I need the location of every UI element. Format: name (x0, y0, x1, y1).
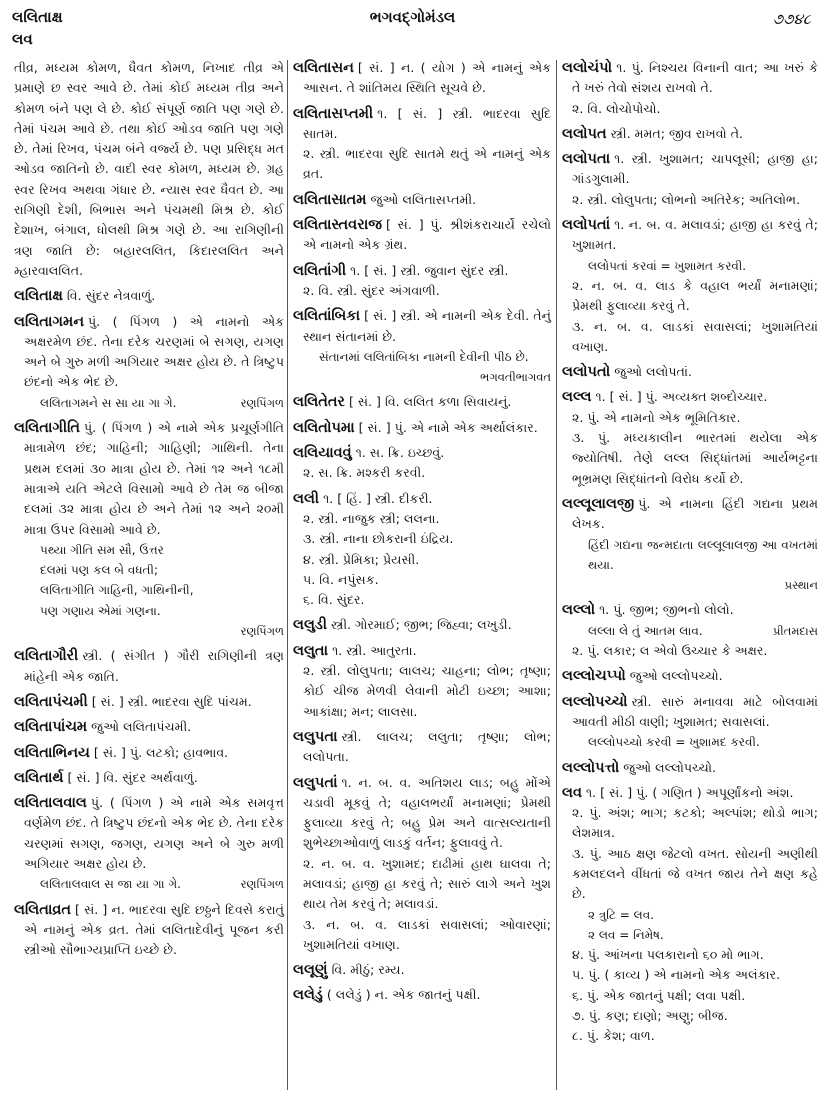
dictionary-entry (293, 773, 551, 956)
headword: લલિતોપમા (293, 419, 355, 436)
entry-definition (562, 666, 818, 686)
definition-text: ૧. ન. બ. વ. અતિશય લાડ; બહુ મોંએ ચડાવી મૂકવું તે; વહાલભર્યાં મનામણાં; પ્રેમથી ફુલાવ્યા કરવું તે; બહુ પ્રેમ અને વાત્સલ્યતાની શુભેચ્છાઓવાળું લાડકું વર્તન; ફુલાવવું તે. (303, 774, 551, 851)
citation-source: પ્રસ્થાન (784, 578, 818, 593)
definition-text: ૧. [ હિં. ] સ્ત્રી. દીકરી. (323, 490, 433, 506)
dictionary-entry (562, 494, 818, 595)
definition-text: ૧. ન. બ. વ. મલાવડાં; હાજી હા કરવું તે; ખુશામત. (572, 217, 818, 253)
definition-text: પું. ( પિંગળ ) એ નામનો એક અક્ષરમેળ છંદ. તેના દરેક ચરણમાં બે સગણ, યગણ અને બે ગુરુ મળી અગિયાર અક્ષર હોય છે. તે ત્રિષ્ટુપ છંદનો એક ભેદ છે. (24, 313, 284, 390)
dictionary-entry (562, 58, 818, 119)
sense-definition: ૨. પું. અંશ; ભાગ; કટકો; અલ્પાંશ; થોડો ભાગ; લેશમાત્ર. (572, 805, 818, 841)
dictionary-entry (562, 387, 818, 488)
sense-definition: ૮. પું. કેશ; વાળ. (572, 1028, 655, 1044)
sense-definition: ૨. પું. લકાર; લ એવો ઉચ્ચાર કે અક્ષર. (572, 643, 768, 659)
citation-source: રણપિંગળ (240, 877, 284, 892)
headword: લલિતાસ્તવરાજ (293, 217, 382, 234)
entry-definition (14, 692, 284, 712)
definition-text: તીવ્ર, મધ્યમ કોમળ, ધૈવત કોમળ, નિખાદ તીવ્ર એ પ્રમાણે છ સ્વર આવે છે. તેમાં કોઈ મધ્યમ તીવ્ર અને કોમળ બંને પણ લે છે. કોઈ સંપૂર્ણ જાતિ પણ ગણે છે. તેમાં પંચમ આવે છે. તથા કોઈ ઓડવ જાતિ પણ ગણે છે. તેમાં રિખવ, પંચમ બંને વર્જ્ય છે. પણ પ્રસિદ્ધ મત ઓડવ જાતિનો છે. વાદી સ્વર કોમળ, મધ્યમ છે. ગ્રહ સ્વર રિખવ અથવા ગંધાર છે. ન્યાસ સ્વર ધૈવત છે. આ રાગિણી દેશી, બિભાસ અને પંચમથી મિશ્ર છે. કોઈ દેશાખ, બંગાલ, ધોલથી મિશ્ર ગણે છે. આ રાગિણીની ત્રણ જાતિ છે: બહારલલિત, કિદારલલિત અને મ્હારવાલલિત. (14, 60, 284, 278)
entry-definition (562, 362, 818, 382)
dictionary-entry (293, 727, 551, 768)
entry-definition (293, 261, 551, 281)
headword: લલોપતો (562, 364, 611, 381)
headword: લલિતાર્થ (14, 769, 64, 786)
headword: લલૂણું (293, 962, 328, 979)
definition-text: [ સં. ] પું. શ્રીશંકરાચાર્યે રચેલો એ નામનો એક ગ્રંથ. (303, 217, 551, 253)
citation-line: લલોપતાં કરવાં = ખુશામત કરવી. (588, 258, 747, 273)
definition-text: પું. ( પિંગળ ) એ નામે એક સમવૃત્ત વર્ણમેળ છંદ. તે ત્રિષ્ટુપ છંદનો એક ભેદ છે. તેના દરેક ચરણમાં સગણ, જગણ, યગણ અને બે ગુરુ મળી અગિયાર અક્ષર હોય છે. (24, 795, 284, 871)
sense-definition: ૪. સ્ત્રી. પ્રેમિકા; પ્રેયસી. (303, 551, 420, 567)
entry-definition (562, 387, 818, 407)
definition-text: [ સં. ] ન. ( યોગ ) એ નામનું એક આસન. તે શાંતિમય સ્થિતિ સૂચવે છે. (303, 60, 551, 96)
headword: લલિતાપાંચમ (14, 719, 88, 736)
definition-text: ૧. સ્ત્રી. ખુશામત; ચાપલૂસી; હાજી હા; ગાંડગુલામી. (572, 151, 818, 187)
definition-text: [ સં. ] પું. લટકો; હાવભાવ. (93, 744, 229, 760)
citation-source: રણપિંગળ (240, 624, 284, 639)
column-divider (287, 60, 288, 1090)
entry-definition (562, 124, 818, 144)
citation-line: ૨ લવ = નિમેષ. (588, 927, 664, 942)
entry-definition (293, 104, 551, 145)
definition-text: [ સં. ] સ્ત્રી. એ નામની એક દેવી. તેનું સ્થાન સંતાનમાં છે. (303, 308, 551, 344)
headword: લલુતા (293, 642, 329, 659)
dictionary-entry (562, 215, 818, 357)
headword: લલ્લો (562, 602, 596, 619)
dictionary-entry (562, 783, 818, 1047)
entry-definition (562, 494, 818, 535)
entry-definition (293, 960, 551, 980)
entry-definition (14, 312, 284, 393)
definition-text: [ સં. ] પું. એ નામે એક અર્થાલંકાર. (358, 419, 538, 435)
headword: લલિતાપંચમી (14, 693, 88, 710)
definition-text: ૧. [ સં. ] પું. અવ્યક્ત શબ્દોચ્ચાર. (595, 389, 768, 405)
dictionary-entry (293, 58, 551, 99)
dictionary-entry (293, 641, 551, 722)
headword: લલિતાગીતિ (14, 420, 80, 437)
headword: લલિતેતર (293, 394, 345, 411)
definition-text: જુઓ લલોપતાં. (614, 364, 692, 380)
headword: લલી (293, 490, 320, 507)
sense-definition: ૨. સ્ત્રી. ભાદરવા સુદિ સાતમે થતું એ નામનું એક વ્રત. (303, 146, 551, 182)
dictionary-entry (14, 58, 284, 281)
sense-definition: ૨. ન. બ. વ. ખુશામદ; દાઢીમાં હાથ ઘાલવા તે; મલાવડાં; હાજી હા કરવું તે; સારું લાગે અને ખુશ થાય તેમ કરવું તે; મલાવડાં. (303, 855, 551, 912)
sense-definition: ૩. પું. મધ્યકાલીન ભારતમાં થયેલા એક જ્યોતિષી. તેણે લલ્લ સિદ્ધાંતમાં આર્યભટ્ટના ભૂભ્રમણ સિદ્ધાંતનો વિરોધ કર્યો છે. (572, 430, 818, 486)
sense-definition: ૨. સ્ત્રી. લોલુપતા; લોભનો અતિરેક; અતિલોભ. (572, 191, 801, 207)
headword: લલિતાંગી (293, 262, 347, 279)
citation-text: લલ્લા લે તું આતમ લાવ. (588, 623, 703, 638)
entry-definition (293, 489, 551, 509)
dictionary-entry (14, 717, 284, 737)
headword: લવ (562, 784, 582, 801)
headword: લલિતાસન (293, 60, 354, 76)
citation-line: ૨ ત્રુટિ = લવ. (588, 907, 654, 922)
definition-text: સ્ત્રી. સારું મનાવવા માટે બોલવામાં આવતી મીઠી વાણી; ખુશામત; સવાસલાં. (572, 693, 818, 729)
entry-definition (293, 392, 551, 412)
headword: લલિતાગમન (14, 313, 84, 330)
dictionary-entry (293, 960, 551, 980)
citation-line: સંતાનમાં લલિતાંબિકા નામની દેવીની પીઠ છે. (319, 349, 529, 364)
sense-definition: ૫. પું. ( કાવ્ય ) એ નામનો એક અલંકાર. (572, 967, 781, 983)
entry-definition (293, 727, 551, 768)
entry-definition (293, 985, 551, 1005)
dictionary-entry (14, 312, 284, 413)
definition-text: ૧. પું. નિશ્ચય વિનાની વાત; આ ખરું કે તે ખરું તેવો સંશય રાખવો તે. (572, 60, 818, 96)
headword: લલોચંપો (562, 60, 613, 76)
definition-text: [ સં. ] સ્ત્રી. ભાદરવા સુદિ પાંચમ. (91, 693, 252, 709)
headword: લલોપતાં (562, 217, 611, 234)
dictionary-entry (562, 149, 818, 210)
entry-definition (562, 149, 818, 190)
dictionary-entry (293, 985, 551, 1005)
sense-definition: ૨. વિ. લોચોપોચો. (572, 100, 661, 116)
definition-text: ૧. [ સં. ] સ્ત્રી. જુવાન સુંદર સ્ત્રી. (350, 262, 509, 278)
sense-definition: ૩. ન. બ. વ. લાડકાં સવાસલાં; ઓવારણાં; ખુશામતિયાં વખાણ. (303, 916, 551, 952)
dictionary-entry (293, 443, 551, 484)
definition-text: ( લલેડું ) ન. એક જાતનું પક્ષી. (326, 987, 481, 1003)
definition-text: [ સં. ] ન. ભાદરવા સુદિ છઠ્ઠને દિવસે કરાતું એ નામનું એક વ્રત. તેમાં લલિતાદેવીનું પૂજન કરી સ્ત્રીઓ સૌભાગ્યપ્રાપ્તિ ઇચ્છે છે. (24, 901, 284, 958)
entry-definition (14, 418, 284, 540)
column-divider (556, 60, 557, 1090)
dictionary-entry (14, 418, 284, 641)
citation-source: ભગવતીભાગવત (480, 370, 551, 385)
entry-definition (293, 306, 551, 347)
sense-definition: ૩. પું. આઠ ક્ષણ જેટલો વખત. સોયની અણીથી કમલદલને વીંધતાં જે વખત જાય તેને ક્ષણ કહે છે. (572, 845, 818, 902)
column-3 (562, 58, 818, 1052)
citation-text: લલિતાલવાલ સ જા યા ગા ગે. (40, 877, 181, 892)
definition-text: ૧. [ સં. ] સ્ત્રી. ભાદરવા સુદિ સાતમ. (303, 105, 551, 141)
page-number: ૭૭૪૮ (772, 10, 811, 28)
entry-definition (562, 215, 818, 256)
sense-definition: ૨. વિ. સ્ત્રી. સુંદર અંગવાળી. (303, 282, 440, 298)
headword: લલુપતાં (293, 774, 338, 791)
entry-definition (293, 641, 551, 661)
sense-definition: ૨. સ્ત્રી. લોલુપતા; લાલચ; ચાહના; લોભ; તૃષ્ણા; કોઈ ચીજ મેળવી લેવાની મોટી ઇચ્છા; આશા; આકાંક્ષા; મન; લાલસા. (303, 663, 551, 719)
definition-text: ૧. સ્ત્રી. આતુરતા. (332, 642, 417, 658)
definition-text: વિ. મીઠું; રમ્ય. (331, 962, 405, 978)
citation (562, 621, 818, 641)
headword: લલ્લોપચ્ચો (562, 693, 628, 710)
dictionary-entry (293, 418, 551, 438)
headword: લલ્લોચપ્પો (562, 668, 626, 685)
headword: લલેડું (293, 987, 323, 1004)
headword: લલિતાક્ષ (14, 288, 63, 305)
entry-definition (562, 758, 818, 778)
entry-definition (293, 615, 551, 635)
definition-text: ૧. પું. જીભ; જીભનો લોલો. (599, 602, 734, 618)
citation-line: લલિતાગીતિ ગાહિની, ગાથિનીની, (40, 583, 194, 598)
citation-line: લલ્લોપચ્ચો કરવી = ખુશામદ કરવી. (588, 735, 760, 750)
dictionary-entry (562, 124, 818, 144)
citation-line: હિંદી ગદ્યના જન્મદાતા લલ્લૂલાલજી આ વખતમાં થયા. (588, 537, 818, 572)
headword: લલ્લૂલાલજી (562, 495, 635, 512)
definition-text: જુઓ લલ્લોપચ્ચો. (629, 668, 723, 684)
citation (14, 874, 284, 894)
dictionary-entry (293, 261, 551, 302)
definition-text: જુઓ લલિતાસપ્તમી. (370, 191, 477, 207)
entry-definition (293, 418, 551, 438)
definition-text: સ્ત્રી. ગોરમાઈ; જીભ; જિહ્વા; લખુડી. (331, 617, 512, 633)
citation-source: રણપિંગળ (240, 395, 284, 410)
entry-definition (14, 743, 284, 763)
headword: લલુપતા (293, 728, 338, 745)
definition-text: સ્ત્રી. લાલચ; લલુતા; તૃષ્ણા; લોભ; લલોપતા. (303, 728, 551, 765)
dictionary-entry (293, 489, 551, 611)
dictionary-entry (293, 392, 551, 412)
definition-text: વિ. સુંદર નેત્રવાળું. (66, 288, 156, 304)
dictionary-entry (14, 900, 284, 961)
citation-line: દલમાં પણ કલ બે વધતી; (40, 563, 158, 578)
entry-definition (14, 793, 284, 874)
entry-definition (562, 783, 818, 803)
dictionary-entry (562, 758, 818, 778)
column-1 (14, 58, 284, 965)
definition-text: ૧. સ. ક્રિ. ઇચ્છવું. (355, 445, 445, 461)
entry-definition (14, 286, 284, 306)
headword: લલિતાલવાલ (14, 795, 87, 812)
sense-definition: ૨. ન. બ. વ. લાડ કે વહાલ ભર્યાં મનામણાં; પ્રેમથી ફુલાવ્યા કરવું તે. (572, 277, 818, 314)
headword: લલિતાગૌરી (14, 648, 79, 665)
dictionary-entry (293, 190, 551, 210)
definition-text: સ્ત્રી. ( સંગીત ) ગૌરી રાગિણીની ત્રણ માંહેની એક જાતિ. (24, 648, 284, 684)
dictionary-entry (14, 793, 284, 894)
dictionary-entry (14, 286, 284, 306)
guide-word-first: લલિતાક્ષ (12, 8, 63, 26)
headword: લલિતાસપ્તમી (293, 105, 374, 122)
sense-definition: ૨. પું. એ નામનો એક ભૂમિતિકાર. (572, 409, 741, 425)
headword: લલ્લ (562, 389, 592, 406)
sense-definition: ૩. સ્ત્રી. નાના છોકરાની ઇંદ્રિય. (303, 531, 454, 547)
entry-definition (14, 768, 284, 788)
definition-text: જુઓ લલ્લોપચ્ચો. (623, 759, 717, 775)
sense-definition: ૩. ન. બ. વ. લાડકાં સવાસલાં; ખુશામતિયાં વખાણ. (572, 318, 818, 354)
entry-definition (14, 717, 284, 737)
sense-definition: ૬. પું. એક જાતનું પક્ષી; લવા પક્ષી. (572, 987, 746, 1003)
dictionary-entry (562, 362, 818, 382)
dictionary-entry (562, 600, 818, 661)
dictionary-entry (14, 768, 284, 788)
headword: લલિતાંબિકા (293, 308, 361, 325)
entry-definition (293, 773, 551, 854)
dictionary-entry (14, 692, 284, 712)
headword: લલોપત (562, 125, 607, 142)
entry-definition (293, 443, 551, 463)
dictionary-entry (293, 104, 551, 185)
entry-definition (293, 58, 551, 99)
dictionary-entry (293, 615, 551, 635)
entry-definition (293, 190, 551, 210)
headword: લલોપતા (562, 151, 611, 168)
citation (14, 393, 284, 413)
dictionary-entry (562, 692, 818, 753)
definition-text: [ સં. ] વિ. સુંદર અર્થવાળું. (67, 769, 198, 785)
citation-source: પ્રીતમદાસ (772, 623, 818, 638)
definition-text: ૧. [ સં. ] પું. ( ગણિત ) અપૂર્ણાંકનો અંશ. (586, 784, 794, 800)
citation-line: પથ્યા ગીતિ સમ સૌ, ઉત્તર (40, 542, 164, 557)
headword: લલિતાવ્રત (14, 901, 72, 918)
definition-text: [ સં. ] વિ. લલિત કળા સિવાયનું. (348, 394, 512, 410)
column-2 (293, 58, 551, 1011)
entry-definition (14, 58, 284, 281)
sense-definition: ૭. પું. કણ; દાણો; અણુ; બીજ. (572, 1008, 728, 1024)
sense-definition: ૫. વિ. નપુંસક. (303, 571, 379, 587)
citation-text: લલિતાગમને સ સા યા ગા ગે. (40, 395, 177, 410)
definition-text: જુઓ લલિતાપંચમી. (91, 719, 192, 735)
sense-definition: ૨. સ્ત્રી. નાજુક સ્ત્રી; લલના. (303, 510, 440, 526)
definition-text: પું. એ નામના હિંદી ગદ્યના પ્રથમ લેખક. (572, 495, 818, 532)
headword: લલિતાભિનય (14, 744, 90, 761)
entry-definition (14, 900, 284, 961)
headword: લલુડી (293, 617, 328, 634)
dictionary-entry (293, 215, 551, 256)
citation-line: પણ ગણાય એમાં ગણના. (40, 603, 161, 618)
headword: લલિયાવવું (293, 445, 352, 462)
entry-definition (562, 58, 818, 99)
headword: લલિતાસાતમ (293, 191, 367, 208)
entry-definition (562, 692, 818, 733)
definition-text: સ્ત્રી. મમત; જીવ રાખવો તે. (610, 125, 744, 141)
sense-definition: ૪. પું. આંખના પલકારાનો ૬૦ મો ભાગ. (572, 947, 764, 963)
dictionary-entry (14, 743, 284, 763)
guide-word-last: લવ (12, 30, 33, 48)
dictionary-entry (562, 666, 818, 686)
entry-definition (293, 215, 551, 256)
definition-text: પું. ( પિંગળ ) એ નામે એક પ્રચૂર્ણગીતિ માત્રામેળ છંદ; ગાહિની; ગાહિણી; ગાથિની. તેના પ્રથમ દલમાં ૩૦ માત્રા હોય છે. તેમાં ૧૨ અને ૧૮મી માત્રાએ યતિ એટલે વિસામો આવે છે તેમ જ બીજા દલમાં ૩૨ માત્રા હોય છે અને તેમાં ૧૨ અને ૨૦મી માત્રા ઉપર વિસામો આવે છે. (24, 420, 284, 537)
entry-definition (562, 600, 818, 620)
headword: લલ્લોપત્તો (562, 759, 620, 776)
book-title: ભગવદ્ગોમંડલ (369, 8, 456, 26)
sense-definition: ૨. સ. ક્રિ. મશ્કરી કરવી. (303, 465, 426, 481)
dictionary-entry (293, 306, 551, 387)
entry-definition (14, 646, 284, 687)
sense-definition: ૬. વિ. સુંદર. (303, 592, 365, 608)
dictionary-entry (14, 646, 284, 687)
